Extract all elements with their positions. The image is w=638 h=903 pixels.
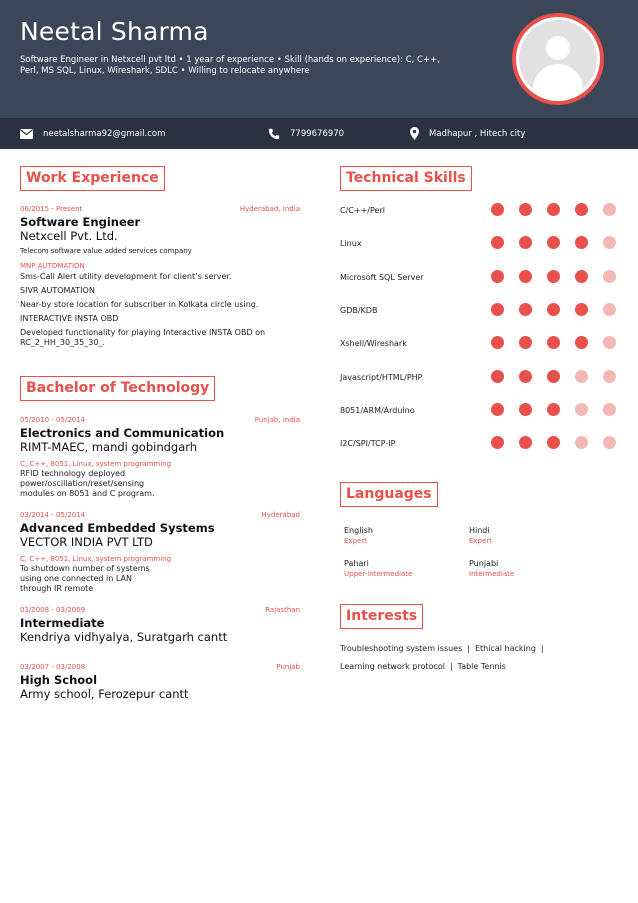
skill-dot-filled: [575, 336, 588, 349]
skill-dot-filled: [491, 303, 504, 316]
education-date: 03/2007 - 03/2008: [20, 663, 86, 671]
skill-row: [340, 236, 630, 250]
candidate-summary: Software Engineer in Netxcell pvt ltd • 1 year of experience • Skill (hands on experience): C, C++, Perl, MS SQL, Linux, Wireshark, SDLC • Willing to relocate anywhere: [20, 55, 440, 76]
skill-dot-empty: [603, 436, 616, 449]
skill-dot-filled: [491, 236, 504, 249]
language-name: English: [344, 526, 373, 535]
skill-level-dots: [491, 336, 631, 349]
skill-dot-filled: [519, 303, 532, 316]
language-item: [344, 558, 464, 579]
skill-dot-filled: [519, 336, 532, 349]
location-text: Madhapur , Hitech city: [429, 128, 526, 139]
education-desc-line: To shutdown number of systems: [20, 564, 150, 573]
interest-separator: |: [449, 662, 453, 671]
skill-name: 8051/ARM/Arduino: [340, 405, 415, 415]
phone-text[interactable]: 7799676970: [290, 128, 345, 139]
work-line: SIVR AUTOMATION: [20, 286, 95, 295]
language-level: Upper-intermediate: [344, 570, 413, 578]
skill-row: [340, 336, 630, 350]
contact-bar: [0, 118, 638, 149]
technical-skills-heading: Technical Skills: [340, 166, 472, 191]
education-date: 03/2014 - 05/2014: [20, 511, 86, 519]
languages-heading: Languages: [340, 482, 438, 507]
education-degree: Intermediate: [20, 616, 105, 630]
skill-dot-filled: [575, 270, 588, 283]
education-entry: [20, 662, 300, 701]
skill-dot-empty: [603, 203, 616, 216]
skill-level-dots: [491, 236, 631, 249]
education-entry: [20, 510, 300, 594]
education-degree: Electronics and Communication: [20, 426, 225, 440]
work-team: MNP AUTOMATION: [20, 262, 85, 270]
interest-item: Troubleshooting system issues: [340, 644, 463, 653]
skill-level-dots: [491, 436, 631, 449]
work-experience-heading: Work Experience: [20, 166, 165, 191]
skill-dot-filled: [519, 436, 532, 449]
work-line: INTERACTIVE INSTA OBD: [20, 314, 119, 323]
work-location: Hyderabad, India: [239, 205, 300, 213]
skill-dot-filled: [519, 403, 532, 416]
skill-row: [340, 203, 630, 217]
language-item: [344, 525, 464, 546]
contact-phone[interactable]: [268, 118, 344, 149]
skill-name: Linux: [340, 238, 362, 248]
work-entry: [20, 204, 300, 348]
skill-level-dots: [491, 270, 631, 283]
education-desc-line: RFID technology deployed: [20, 469, 126, 478]
skill-dot-filled: [547, 336, 560, 349]
skill-dot-filled: [575, 236, 588, 249]
interest-item: Learning network protocol: [340, 662, 445, 671]
resume-header: [0, 0, 638, 118]
language-name: Hindi: [469, 526, 490, 535]
skill-level-dots: [491, 203, 631, 216]
skill-dot-filled: [519, 203, 532, 216]
skill-dot-empty: [603, 336, 616, 349]
email-text[interactable]: neetalsharma92@gmail.com: [43, 128, 166, 139]
avatar: [512, 13, 604, 105]
skill-name: C/C++/Perl: [340, 205, 385, 215]
education-entry: [20, 605, 300, 644]
skill-dot-filled: [547, 270, 560, 283]
skill-level-dots: [491, 370, 631, 383]
skill-level-dots: [491, 403, 631, 416]
skill-dot-empty: [575, 403, 588, 416]
skill-dot-filled: [519, 236, 532, 249]
language-level: Expert: [344, 537, 367, 545]
skill-dot-empty: [603, 303, 616, 316]
education-degree: Advanced Embedded Systems: [20, 521, 215, 535]
education-school: Army school, Ferozepur cantt: [20, 687, 189, 701]
work-company: Netxcell Pvt. Ltd.: [20, 229, 118, 243]
interest-item: Table Tennis: [457, 662, 506, 671]
skill-dot-filled: [575, 203, 588, 216]
education-location: Hyderabad: [261, 511, 300, 519]
skill-dot-empty: [603, 370, 616, 383]
skill-name: GDB/KDB: [340, 305, 378, 315]
skill-dot-filled: [547, 370, 560, 383]
work-line: Sms-Call Alert utility development for client’s server.: [20, 272, 232, 281]
language-name: Punjabi: [469, 559, 499, 568]
phone-icon: [268, 128, 280, 140]
skill-name: Microsoft SQL Server: [340, 272, 424, 282]
education-location: Punjab, India: [254, 416, 300, 424]
skill-row: [340, 370, 630, 384]
skill-dot-filled: [575, 303, 588, 316]
skill-dot-empty: [603, 270, 616, 283]
candidate-name: Neetal Sharma: [20, 17, 209, 46]
user-silhouette-icon: [519, 20, 597, 98]
work-date: 06/2015 - Present: [20, 205, 83, 213]
interests-heading: Interests: [340, 604, 423, 629]
education-heading: Bachelor of Technology: [20, 376, 215, 401]
work-line: Developed functionality for playing Interactive INSTA OBD on RC_2_HH_30_35_30_.: [20, 328, 266, 347]
skill-dot-filled: [547, 203, 560, 216]
skill-row: [340, 270, 630, 284]
skill-dot-filled: [547, 403, 560, 416]
education-desc-line: modules on 8051 and C program.: [20, 489, 155, 498]
skill-dot-filled: [491, 336, 504, 349]
contact-email[interactable]: [20, 118, 165, 149]
skill-dot-filled: [519, 370, 532, 383]
skill-dot-filled: [491, 403, 504, 416]
education-desc-line: through IR remote: [20, 584, 94, 593]
skill-dot-empty: [575, 370, 588, 383]
skill-dot-filled: [547, 236, 560, 249]
language-item: [469, 525, 589, 546]
skill-dot-filled: [547, 436, 560, 449]
envelope-icon: [20, 129, 33, 139]
skill-dot-filled: [491, 436, 504, 449]
skill-name: Xshell/Wireshark: [340, 338, 407, 348]
education-degree: High School: [20, 673, 98, 687]
work-company-desc: Telecom software value added services company: [20, 247, 192, 255]
education-school: RIMT-MAEC, mandi gobindgarh: [20, 440, 198, 454]
education-desc-line: using one connected in LAN: [20, 574, 132, 583]
skill-name: Javascript/HTML/PHP: [340, 372, 423, 382]
language-level: Intermediate: [469, 570, 515, 578]
map-pin-icon: [410, 127, 419, 140]
work-role: Software Engineer: [20, 215, 141, 229]
skill-dot-empty: [603, 236, 616, 249]
language-name: Pahari: [344, 559, 369, 568]
education-location: Rajasthan: [265, 606, 300, 614]
skill-dot-filled: [491, 370, 504, 383]
education-desc-line: power/oscillation/reset/sensing: [20, 479, 145, 488]
education-entry: [20, 415, 300, 499]
language-item: [469, 558, 589, 579]
skill-dot-empty: [575, 436, 588, 449]
skill-dot-filled: [547, 303, 560, 316]
education-date: 05/2010 - 05/2014: [20, 416, 86, 424]
skill-level-dots: [491, 303, 631, 316]
education-school: Kendriya vidhyalya, Suratgarh cantt: [20, 630, 228, 644]
skill-dot-filled: [519, 270, 532, 283]
interest-separator: |: [540, 644, 544, 653]
skill-row: [340, 303, 630, 317]
skill-row: [340, 403, 630, 417]
education-skills: C, C++, 8051, Linux, system programming: [20, 555, 172, 563]
interest-item: Ethical hacking: [474, 644, 536, 653]
education-school: VECTOR INDIA PVT LTD: [20, 535, 153, 549]
skill-dot-filled: [491, 270, 504, 283]
contact-location: [410, 118, 525, 149]
education-date: 03/2008 - 03/2009: [20, 606, 86, 614]
skill-name: I2C/SPI/TCP-IP: [340, 438, 396, 448]
language-level: Expert: [469, 537, 492, 545]
education-skills: C, C++, 8051, Linux, system programming: [20, 460, 172, 468]
skill-dot-empty: [603, 403, 616, 416]
interest-separator: |: [467, 644, 470, 653]
education-location: Punjab: [276, 663, 300, 671]
work-line: Near-by store location for subscriber in Kolkata circle using.: [20, 300, 259, 309]
interests-list: [340, 643, 630, 679]
skill-dot-filled: [491, 203, 504, 216]
skill-row: [340, 436, 630, 450]
